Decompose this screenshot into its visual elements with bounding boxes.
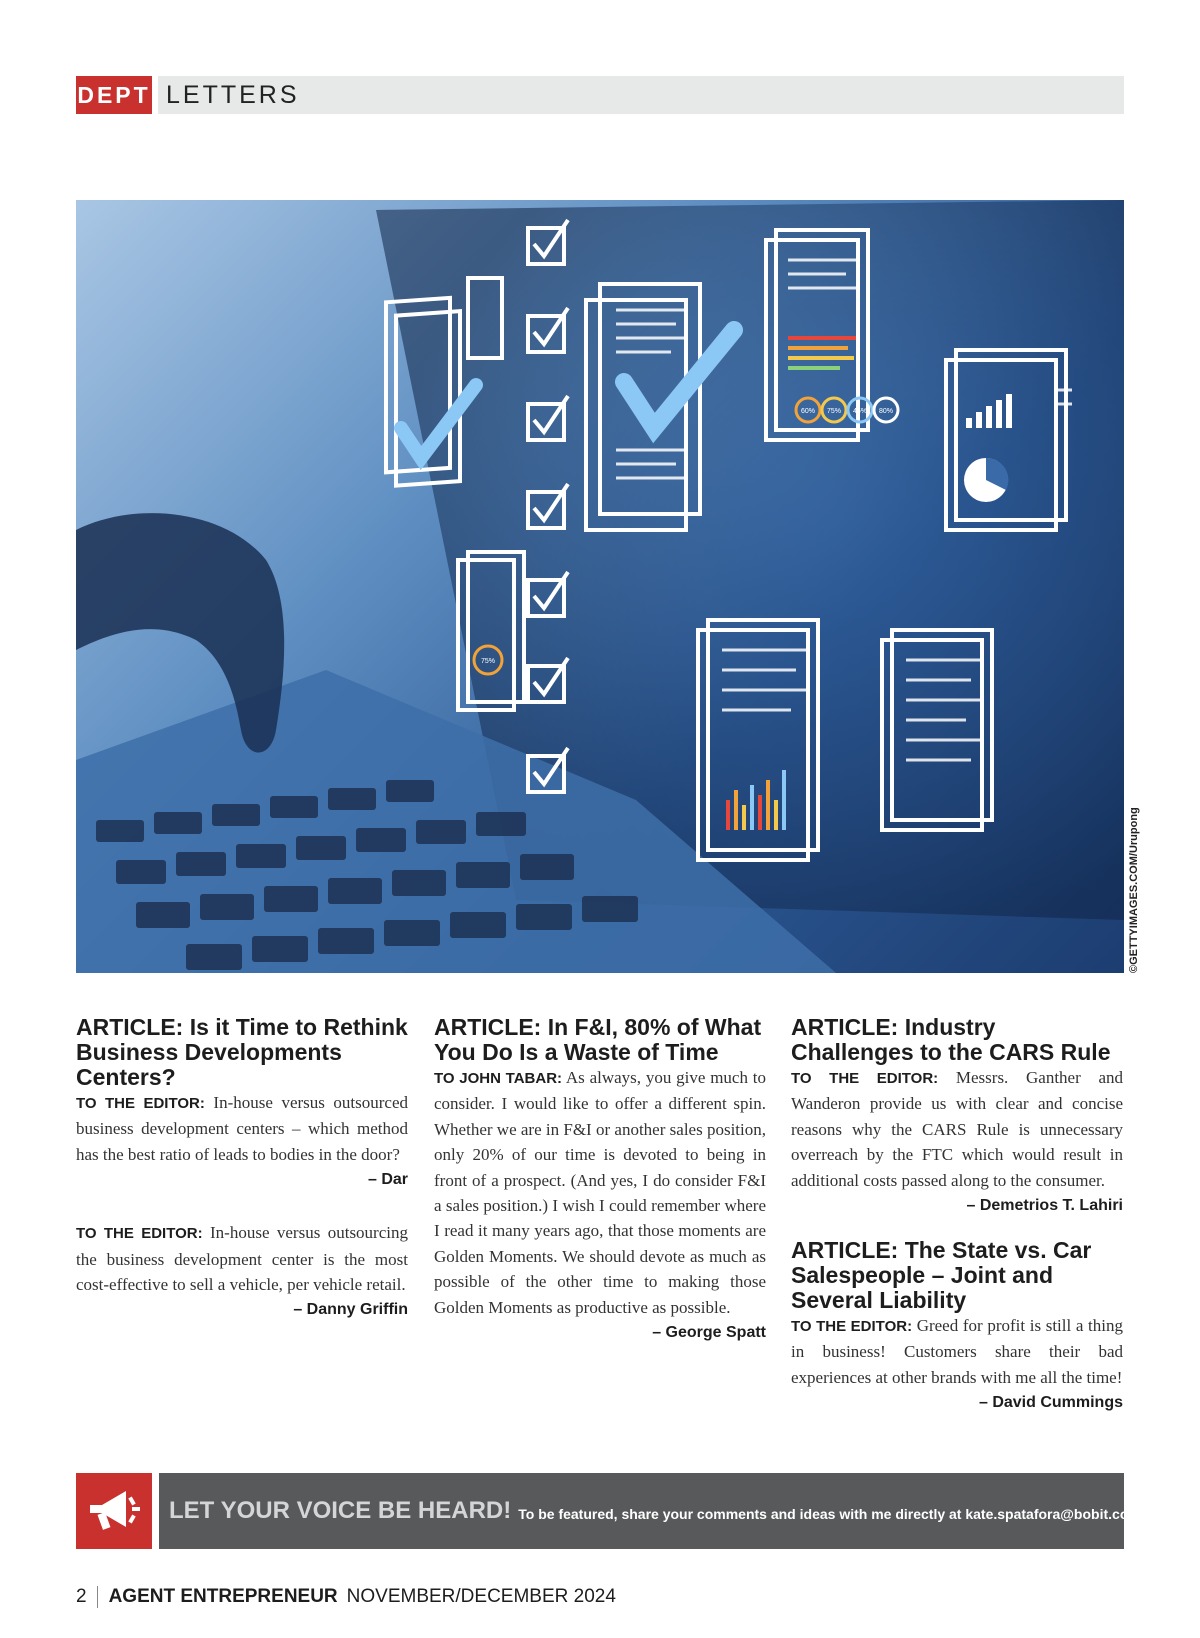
dept-divider [152, 76, 158, 114]
voice-headline: LET YOUR VOICE BE HEARD! [169, 1497, 512, 1524]
letter-signature: – Dar [367, 1171, 408, 1189]
gauge-label: 75% [480, 658, 496, 665]
letter-text: As always, you give much to consider. I would like to offer a different spin. Whether we are in F&I or another sales position, only 20% of our time is devoted to being in front of a prospect. (And yes, I do consider F&I a sales position.) I wish I could remember where I read it many years ago, that those moments are Golden Moments. We should devote as much as possible of the other time to making those Golden Moments as productive as possible. [434, 1068, 766, 1317]
article-title: ARTICLE: Industry Challenges to the CARS Rule [791, 1014, 1111, 1065]
letter-signature: – Danny Griffin [293, 1301, 408, 1319]
letter-body [76, 1090, 408, 1167]
gauge-label: 80% [878, 408, 894, 415]
gauge-label: 45% [852, 408, 868, 415]
hero-illustration [76, 200, 1124, 973]
letter-body [434, 1065, 766, 1320]
spacer [791, 1218, 1123, 1238]
page-number: 2 [76, 1586, 87, 1607]
spacer [76, 1192, 408, 1220]
page-footer [76, 1582, 616, 1612]
dept-tag: DEPT [76, 76, 152, 114]
magazine-name: AGENT ENTREPRENEUR [108, 1586, 338, 1607]
letter-body [791, 1313, 1123, 1390]
voice-banner [159, 1473, 1141, 1549]
letter-body [791, 1065, 1123, 1193]
letters-column-2 [434, 1015, 766, 1345]
hero-image [76, 200, 1124, 973]
article-title: ARTICLE: The State vs. Car Salespeople – Joint and Several Liability [791, 1237, 1092, 1314]
letter-recipient: TO THE EDITOR: [76, 1095, 205, 1112]
megaphone-icon [76, 1473, 152, 1549]
letter-recipient: TO JOHN TABAR: [434, 1070, 563, 1087]
footer-divider [97, 1586, 98, 1608]
letter-signature: – David Cummings [978, 1394, 1123, 1412]
article-title: ARTICLE: In F&I, 80% of What You Do Is a Waste of Time [434, 1014, 762, 1065]
letter-recipient: TO THE EDITOR: [791, 1318, 913, 1336]
section-title: LETTERS [166, 81, 300, 109]
hand-silhouette [76, 513, 284, 752]
letter-recipient: TO THE EDITOR: [76, 1225, 203, 1243]
issue-date: NOVEMBER/DECEMBER 2024 [346, 1586, 616, 1607]
letter-text: In-house versus outsourcing the business development center is the most cost-effective to sell a vehicle, per vehicle retail. [76, 1223, 408, 1295]
gauge-label: 75% [826, 408, 842, 415]
letter-signature: – Demetrios T. Lahiri [966, 1197, 1123, 1215]
letter-signature: – George Spatt [652, 1324, 766, 1342]
letter-text: Messrs. Ganther and Wanderon provide us with clear and concise reasons why the CARS Rule is unnecessary overreach by the FTC which would result in additional costs passed along to the consumer. [791, 1068, 1124, 1190]
voice-text: To be featured, share your comments and ideas with me directly at kate.spatafora@bobit.com [518, 1505, 1141, 1522]
letters-column-3 [791, 1015, 1123, 1415]
megaphone-icon-box [76, 1473, 152, 1549]
letter-text: In-house versus outsourced business development centers – which method has the best ratio of leads to bodies in the door? [76, 1093, 409, 1164]
letter-recipient: TO THE EDITOR: [791, 1070, 939, 1087]
letter-text: Greed for profit is still a thing in business! Customers share their bad experiences at other brands with me all the time! [791, 1316, 1123, 1387]
letters-column-1 [76, 1015, 408, 1322]
dept-header-bar [76, 76, 1124, 114]
letter-body [76, 1220, 408, 1297]
photo-credit: ©GETTYIMAGES.COM/Urupong [1128, 807, 1140, 973]
gauge-label: 60% [800, 408, 816, 415]
article-title: ARTICLE: Is it Time to Rethink Business Developments Centers? [76, 1014, 408, 1090]
